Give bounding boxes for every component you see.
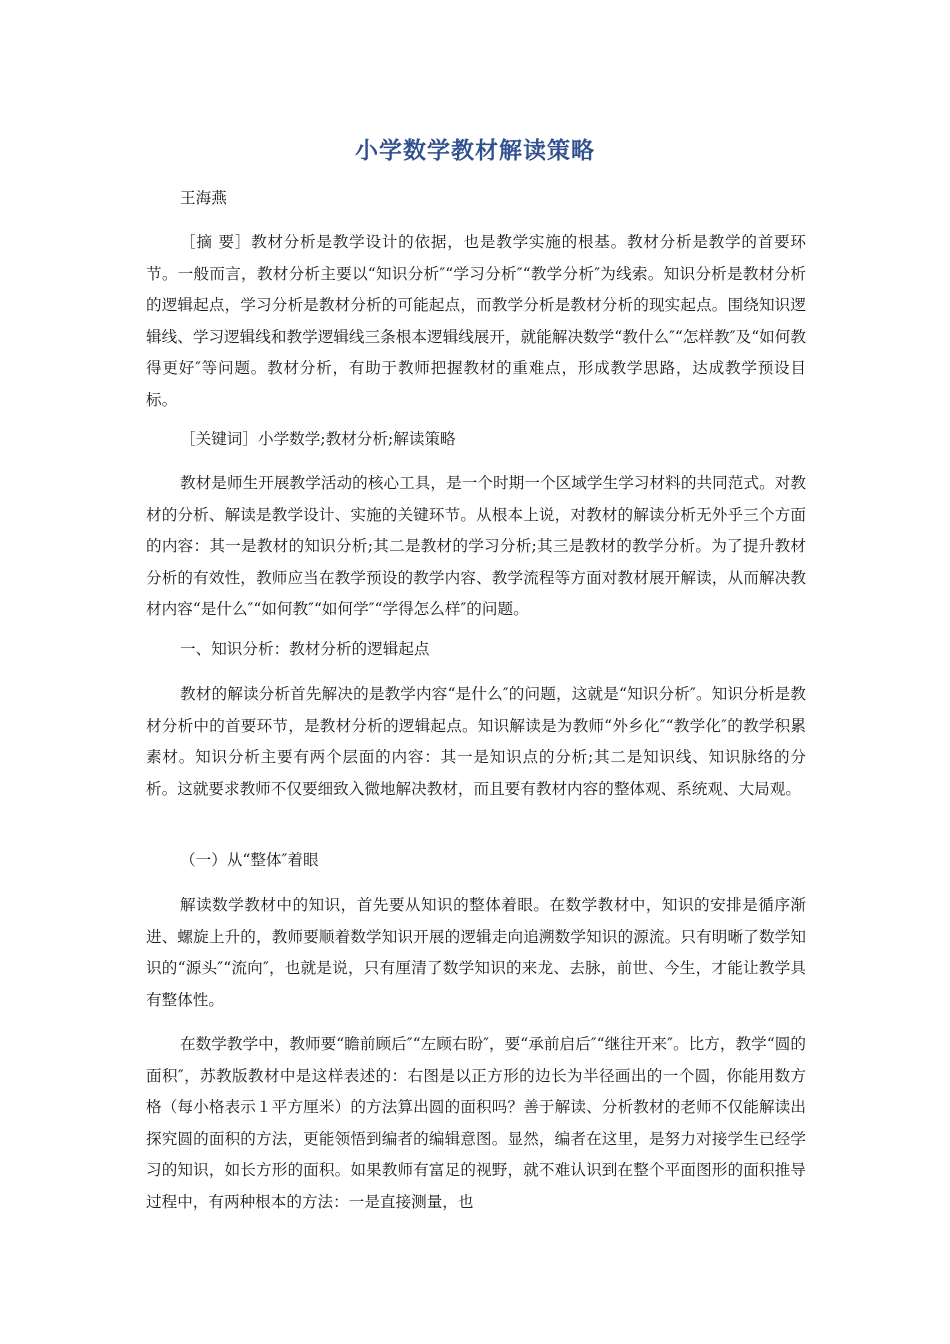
knowledge-analysis-paragraph: 教材的解读分析首先解决的是教学内容“是什么″的问题，这就是“知识分析″。知识分析是教材分析中的首要环节，是教材分析的逻辑起点。知识解读是为教师“外乡化″“教学化″的教学积累素材。知识分析主要有两个层面的内容：其一是知识点的分析;其二是知识线、知识脉络的分析。这就要求教师不仅要细致入微地解决教材，而且要有教材内容的整体观、系统观、大局观。 — [146, 685, 806, 798]
holistic-view-paragraph: 解读数学教材中的知识，首先要从知识的整体着眼。在数学教材中，知识的安排是循序渐进、螺旋上升的，教师要顺着数学知识开展的逻辑走向追溯数学知识的源流。只有明晰了数学知识的“源头″“流向″，也就是说，只有厘清了数学知识的来龙、去脉，前世、今生，才能让教学具有整体性。 — [146, 896, 806, 1009]
intro-paragraph: 教材是师生开展教学活动的核心工具，是一个时期一个区域学生学习材料的共同范式。对教材的分析、解读是教学设计、实施的关键环节。从根本上说，对教材的解读分析无外乎三个方面的内容：其一是教材的知识分析;其二是教材的学习分析;其三是教材的教学分析。为了提升教材分析的有效性，教师应当在教学预设的教学内容、教学流程等方面对教材展开解读，从而解决教材内容“是什么″“如何教″“如何学″“学得怎么样″的问题。 — [146, 474, 806, 618]
section-heading-1: 一、知识分析：教材分析的逻辑起点 — [180, 640, 430, 658]
abstract-paragraph: ［摘 要］教材分析是教学设计的依据，也是教学实施的根基。教材分析是教学的首要环节。一般而言，教材分析主要以“知识分析″“学习分析″“教学分析″为线索。知识分析是教材分析的逻辑起点，学习分析是教材分析的可能起点，而教学分析是教材分析的现实起点。围绕知识逻辑线、学习逻辑线和教学逻辑线三条根本逻辑线展开，就能解决数学“教什么″“怎样教″及“如何教得更好″等问题。教材分析，有助于教师把握教材的重难点，形成教学思路，达成教学预设目标。 — [146, 233, 806, 409]
author-name: 王海燕 — [180, 189, 227, 207]
subsection-heading-1: （一）从“整体″着眼 — [180, 851, 319, 869]
document-title: 小学数学教材解读策略 — [355, 138, 595, 164]
circle-area-paragraph: 在数学教学中，教师要“瞻前顾后″“左顾右盼″，要“承前启后″“继往开来″。比方，教学“圆的面积″，苏教版教材中是这样表述的：右图是以正方形的边长为半径画出的一个圆，你能用数方格（每小格表示１平方厘米）的方法算出圆的面积吗？善于解读、分析教材的老师不仅能解读出探究圆的面积的方法，更能领悟到编者的编辑意图。显然，编者在这里，是努力对接学生已经学习的知识，如长方形的面积。如果教师有富足的视野，就不难认识到在整个平面图形的面积推导过程中，有两种根本的方法：一是直接测量，也 — [146, 1035, 806, 1211]
keywords-line: ［关键词］小学数学;教材分析;解读策略 — [180, 430, 456, 448]
